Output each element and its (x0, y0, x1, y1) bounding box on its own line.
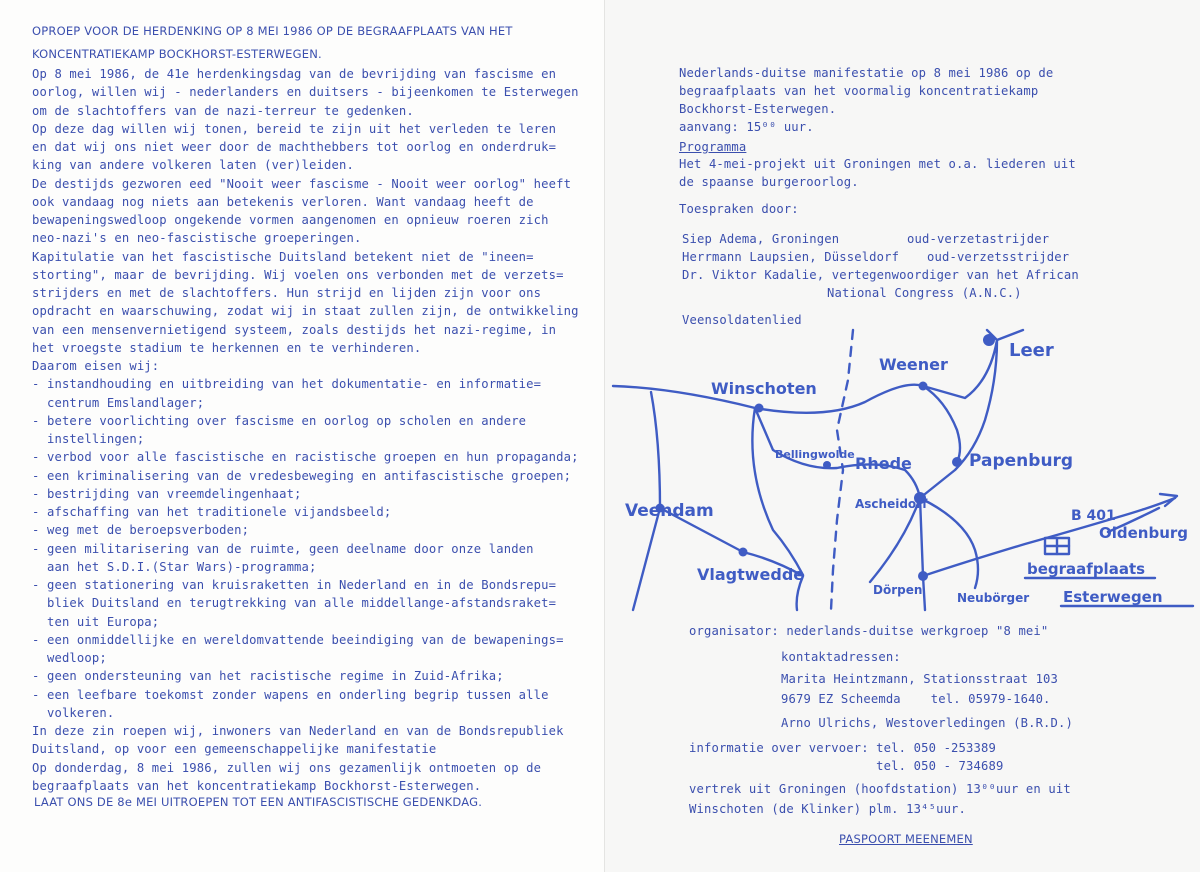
toespraken-label: Toespraken door: (679, 202, 799, 216)
appeal-line: bliek Duitsland en terugtrekking van alle middellange-afstandsraket= (32, 596, 557, 611)
speaker-1-role: oud-verzetastrijder (907, 232, 1050, 246)
dot-dorpen (918, 571, 928, 581)
appeal-line: storting", maar de bevrijding. Wij voelen ons verbonden met de verzets= (32, 267, 564, 282)
anc-line: National Congress (A.N.C.) (827, 286, 1022, 300)
transport-line-4: Winschoten (de Klinker) plm. 13⁴⁵uur. (689, 802, 967, 816)
border-line (831, 330, 853, 610)
appeal-line: - weg met de beroepsverboden; (32, 523, 250, 538)
appeal-line: - geen militarisering van de ruimte, geen deelname door onze landen (32, 541, 534, 556)
label-dorpen: Dörpen (873, 583, 923, 597)
appeal-line: Op donderdag, 8 mei 1986, zullen wij ons gezamenlijk ontmoeten op de (32, 760, 542, 775)
appeal-line: instellingen; (32, 432, 145, 446)
appeal-line: wedloop; (32, 651, 107, 665)
dot-bellingwolde (823, 461, 831, 469)
speaker-2-name: Herrmann Laupsien, Düsseldorf (682, 250, 900, 264)
appeal-line: ook vandaag nog niets aan betekenis verloren. Want vandaag heeft de (32, 194, 534, 209)
road-veendam-vlagtwedde (660, 508, 803, 610)
intro-line-2: begraafplaats van het voormalig koncentratiekamp (679, 84, 1039, 98)
contact-line-1: Marita Heintzmann, Stationsstraat 103 (781, 672, 1059, 686)
closing-line: LAAT ONS DE 8e MEI UITROEPEN TOT EEN ANTIFASCISTISCHE GEDENKDAG. (34, 795, 483, 809)
label-esterwegen: Esterwegen (1063, 588, 1163, 606)
appeal-line: Kapitulatie van het fascistische Duitsland betekent niet de "ineen= (32, 249, 534, 264)
programma-line-1: Het 4-mei-projekt uit Groningen met o.a. liederen uit (679, 157, 1076, 171)
dot-papenburg (952, 457, 962, 467)
road-weener-papenburg (923, 386, 960, 462)
speaker-1-name: Siep Adema, Groningen (682, 232, 840, 246)
appeal-line: - een onmiddellijke en wereldomvattende beeindiging van de bewapenings= (32, 632, 564, 647)
appeal-line: centrum Emslandlager; (32, 395, 205, 410)
label-begraafplaats: begraafplaats (1027, 560, 1146, 578)
road-winschoten-vlagtwedde (752, 408, 803, 575)
appeal-line: bewapeningswedloop ongekende vormen aangenomen en opnieuw roeren zich (32, 213, 549, 227)
heading-line-1: OPROEP VOOR DE HERDENKING OP 8 MEI 1986 OP DE BEGRAAFPLAATS VAN HET (32, 24, 513, 38)
appeal-line: Op 8 mei 1986, de 41e herdenkingsdag van de bevrijding van fascisme en (32, 67, 557, 81)
dot-winschoten (755, 404, 764, 413)
appeal-line: - instandhouding en uitbreiding van het dokumentatie- en informatie= (32, 377, 542, 392)
appeal-line: Duitsland, op voor een gemeenschappelijke manifestatie (32, 742, 437, 757)
programma-label: Programma (679, 140, 747, 154)
label-b401: B 401 (1071, 508, 1116, 524)
speaker-2-role: oud-verzetsstrijder (927, 250, 1070, 264)
appeal-line: en dat wij ons niet weer door de machthebbers tot oorlog en onderdruk= (32, 140, 557, 154)
appeal-line: - afschaffing van het traditionele vijandsbeeld; (32, 505, 392, 519)
transport-line-3: vertrek uit Groningen (hoofdstation) 13⁰⁰uur en uit (689, 782, 1071, 796)
appeal-line: king van andere volkeren laten (ver)leiden. (32, 158, 354, 173)
dot-vlagtwedde (739, 548, 748, 557)
appeal-line: - betere voorlichting over fascisme en oorlog op scholen en andere (32, 413, 527, 428)
label-bellingwolde: Bellingwolde (775, 448, 855, 461)
heading-line-2: KONCENTRATIEKAMP BOCKHORST-ESTERWEGEN. (32, 47, 322, 61)
appeal-line: van een mensenvernietigend systeem, zoals destijds het nazi-regime, in (32, 322, 557, 337)
contact-line-2: 9679 EZ Scheemda tel. 05979-1640. (781, 692, 1051, 706)
contact-line-3: Arno Ulrichs, Westoverledingen (B.R.D.) (781, 716, 1074, 730)
passport-line: PASPOORT MEENEMEN (839, 832, 973, 846)
label-neuborger: Neubörger (957, 591, 1030, 605)
appeal-line: - bestrijding van vreemdelingenhaat; (32, 486, 302, 501)
contact-label: kontaktadressen: (781, 650, 901, 664)
programma-line-2: de spaanse burgeroorlog. (679, 175, 859, 189)
appeal-line: - geen ondersteuning van het racistische regime in Zuid-Afrika; (32, 669, 504, 684)
dot-leer (983, 334, 995, 346)
appeal-line: De destijds gezworen eed "Nooit weer fascisme - Nooit weer oorlog" heeft (32, 176, 572, 191)
label-weener: Weener (879, 355, 948, 374)
appeal-line: - geen stationering van kruisraketten in Nederland en in de Bondsrepu= (32, 578, 557, 592)
appeal-line: - een kriminalisering van de vredesbeweging en antifascistische groepen; (32, 468, 572, 483)
appeal-line: aan het S.D.I.(Star Wars)-programma; (32, 559, 317, 574)
appeal-line: volkeren. (32, 705, 115, 720)
appeal-line: Daarom eisen wij: (32, 359, 160, 373)
appeal-line: neo-nazi's en neo-fascistische groeperingen. (32, 231, 362, 246)
appeal-line: begraafplaats van het koncentratiekamp Bockhorst-Esterwegen. (32, 778, 482, 793)
right-page (604, 0, 1200, 872)
appeal-line: Op deze dag willen wij tonen, bereid te zijn uit het verleden te leren (32, 121, 557, 136)
label-papenburg: Papenburg (969, 451, 1074, 471)
transport-line-1: informatie over vervoer: tel. 050 -253389 (689, 741, 996, 755)
route-map (605, 320, 1200, 620)
cemetery-cross (1045, 538, 1069, 554)
appeal-line: oorlog, willen wij - nederlanders en duitsers - bijeenkomen te Esterwegen (32, 85, 579, 100)
label-ascheidorf: Ascheidorf (855, 497, 928, 511)
appeal-line: opdracht en waarschuwing, zodat wij in staat zullen zijn, de ontwikkeling (32, 304, 579, 319)
label-winschoten: Winschoten (711, 379, 817, 398)
intro-line-1: Nederlands-duitse manifestatie op 8 mei 1986 op de (679, 66, 1054, 80)
song-line: Veensoldatenlied (682, 313, 802, 327)
label-veendam: Veendam (625, 501, 714, 521)
speaker-3-name: Dr. Viktor Kadalie, vertegenwoordiger van het African (682, 268, 1079, 282)
label-leer: Leer (1009, 340, 1054, 361)
appeal-line: om de slachtoffers van de nazi-terreur te gedenken. (32, 103, 414, 118)
organizer-line: organisator: nederlands-duitse werkgroep "8 mei" (689, 624, 1049, 638)
appeal-line: - verbod voor alle fascistische en racistische groepen en hun propaganda; (32, 450, 579, 465)
appeal-line: - een leefbare toekomst zonder wapens en onderling begrip tussen alle (32, 687, 549, 702)
transport-line-2: tel. 050 - 734689 (689, 759, 1004, 773)
appeal-line: In deze zin roepen wij, inwoners van Nederland en van de Bondsrepubliek (32, 724, 564, 738)
label-vlagtwedde: Vlagtwedde (697, 565, 805, 584)
dot-weener (919, 382, 928, 391)
intro-line-3: Bockhorst-Esterwegen. (679, 102, 837, 116)
appeal-line: het vroegste stadium te herkennen en te verhinderen. (32, 340, 422, 355)
label-rhede: Rhede (855, 454, 912, 473)
appeal-line: ten uit Europa; (32, 614, 160, 629)
start-time: aanvang: 15⁰⁰ uur. (679, 120, 814, 134)
appeal-line: strijders en met de slachtoffers. Hun strijd en lijden zijn voor ons (32, 286, 542, 300)
label-oldenburg: Oldenburg (1099, 524, 1189, 542)
